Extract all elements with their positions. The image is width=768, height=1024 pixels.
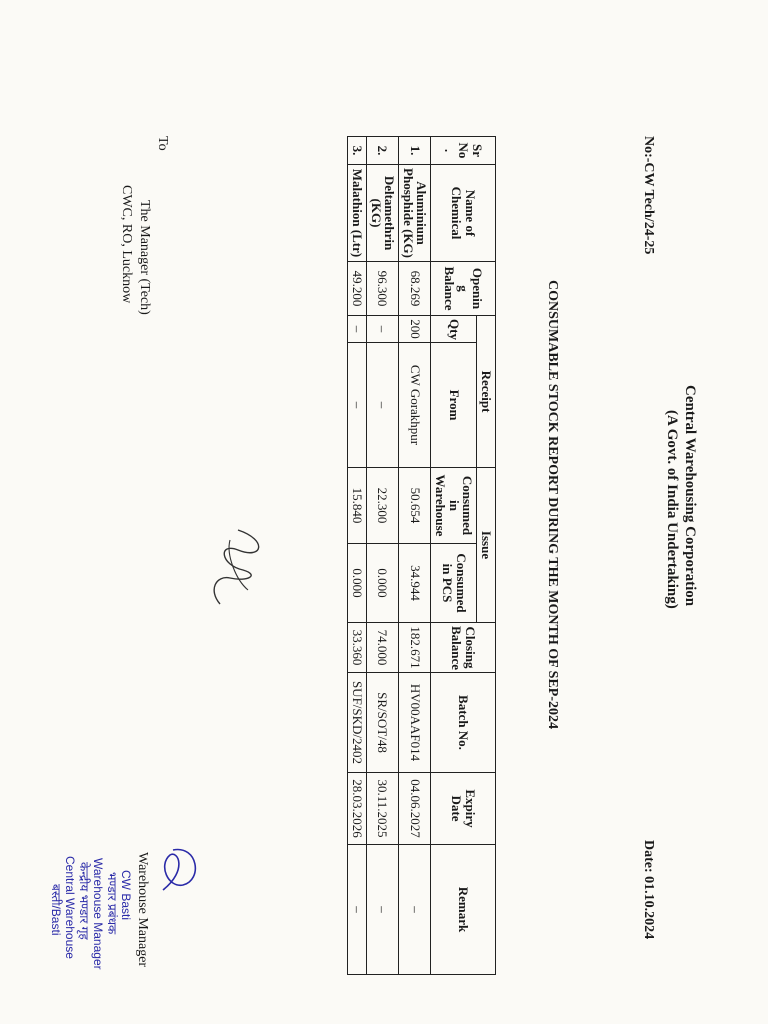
col-header-opening: Openin g Balance [431, 262, 496, 316]
table-row [366, 137, 398, 975]
cell-name: Aluminium Phosphide (KG) [399, 165, 431, 262]
manager-designation: Warehouse Manager [135, 852, 150, 968]
col-header-receipt: Receipt [477, 316, 496, 468]
cell-expiry: 28.03.2026 [348, 773, 367, 845]
cell-batch: HV00AAF014 [399, 673, 431, 773]
report-title: CONSUMABLE STOCK REPORT DURING THE MONTH OF SEP-2024 [545, 280, 560, 729]
cell-sr: 3. [348, 137, 367, 165]
cell-from: CW Gorakhpur [399, 343, 431, 468]
col-header-receipt-qty: Qty [431, 316, 477, 343]
cell-closing: 74.000 [366, 623, 398, 673]
cell-consumed-pcs: 0.000 [366, 544, 398, 623]
cell-batch: SR/SOT/48 [366, 673, 398, 773]
addressee: The Manager (Tech) [137, 200, 152, 315]
reference-number: No:-CW Tech/24-25 [641, 136, 656, 255]
cell-remark: – [399, 845, 431, 975]
col-header-receipt-from: From [431, 343, 477, 468]
stamp-place: CW Basti [119, 870, 133, 921]
table-row [348, 137, 367, 975]
cell-batch: SUF/SKD/2402 [348, 673, 367, 773]
cell-consumed-pcs: 34.944 [399, 544, 431, 623]
cell-closing: 33.360 [348, 623, 367, 673]
col-header-batch: Batch No. [431, 673, 496, 773]
stamp-hindi-designation: भण्डार प्रबंधक [105, 872, 119, 935]
cell-closing: 182.671 [399, 623, 431, 673]
signature-mark [198, 520, 278, 610]
manager-signature [148, 840, 208, 900]
cell-opening: 96.300 [366, 262, 398, 316]
col-header-closing: Closing Balance [431, 623, 496, 673]
cell-consumed-pcs: 0.000 [348, 544, 367, 623]
col-header-expiry: Expiry Date [431, 773, 496, 845]
cell-qty: 200 [399, 316, 431, 343]
stamp-english-designation: Warehouse Manager [91, 858, 105, 970]
cell-from: – [348, 343, 367, 468]
cell-sr: 1. [399, 137, 431, 165]
cell-qty: – [348, 316, 367, 343]
cell-sr: 2. [366, 137, 398, 165]
report-date: Date: 01.10.2024 [641, 840, 656, 940]
addressee-address: CWC, RO, Lucknow [119, 185, 134, 304]
cell-opening: 49.200 [348, 262, 367, 316]
cell-consumed-warehouse: 15.840 [348, 468, 367, 544]
cell-qty: – [366, 316, 398, 343]
stock-table [347, 136, 496, 975]
stamp-hindi-place: बस्ती/Basti [49, 884, 63, 936]
cell-consumed-warehouse: 22.300 [366, 468, 398, 544]
cell-name: Deltamethrin (KG) [366, 165, 398, 262]
org-name: Central Warehousing Corporation [682, 385, 698, 607]
cell-opening: 68.269 [399, 262, 431, 316]
table-row [399, 137, 431, 975]
col-header-issue-warehouse: Consumed in Warehouse [431, 468, 477, 544]
cell-expiry: 04.06.2027 [399, 773, 431, 845]
cell-remark: – [366, 845, 398, 975]
to-label: To [155, 136, 170, 151]
org-subtitle: (A Govt. of India Undertaking) [664, 410, 680, 609]
col-header-remark: Remark [431, 845, 496, 975]
cell-name: Malathion (Ltr) [348, 165, 367, 262]
stamp-hindi-office: केन्द्रीय भण्डार गृह [77, 862, 91, 940]
cell-from: – [366, 343, 398, 468]
col-header-sr: Sr No . [431, 137, 496, 165]
col-header-issue: Issue [477, 468, 496, 623]
cell-remark: – [348, 845, 367, 975]
col-header-issue-pcs: Consumed in PCS [431, 544, 477, 623]
cell-expiry: 30.11.2025 [366, 773, 398, 845]
col-header-name: Name of Chemical [431, 165, 496, 262]
cell-consumed-warehouse: 50.654 [399, 468, 431, 544]
stamp-english-office: Central Warehouse [63, 856, 77, 959]
